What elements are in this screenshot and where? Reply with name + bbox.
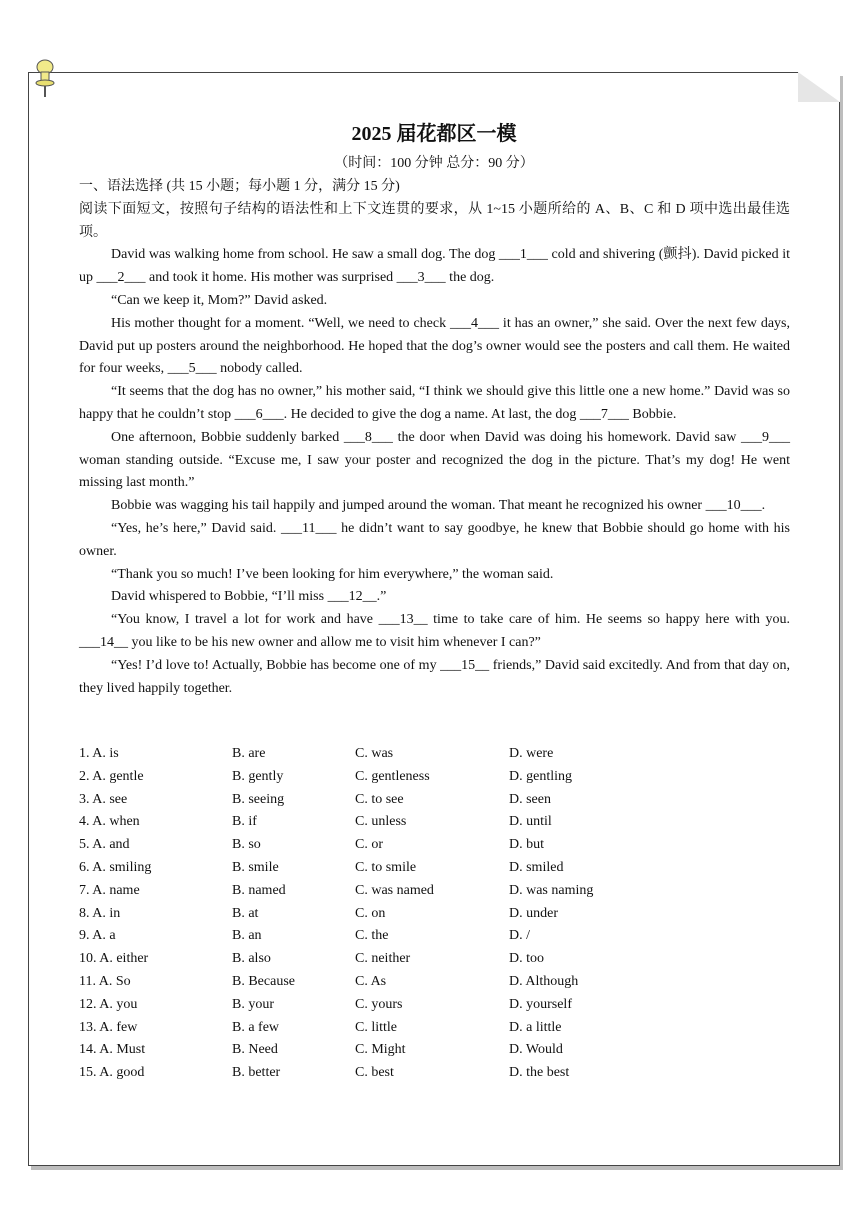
option-d: D. was naming <box>509 882 594 898</box>
option-a: 10. A. either <box>79 951 149 967</box>
option-b: B. at <box>232 905 259 921</box>
question-row <box>79 857 790 880</box>
option-b: B. Because <box>232 973 295 989</box>
option-b: B. your <box>232 996 274 1012</box>
option-d: D. seen <box>509 791 551 807</box>
question-row <box>79 903 790 926</box>
option-c: C. As <box>355 973 387 989</box>
page-curl-corner <box>798 72 840 102</box>
option-b: B. gently <box>232 768 284 784</box>
question-row <box>79 948 790 971</box>
option-c: C. to smile <box>355 859 417 875</box>
document-title: 2025 届花都区一模 <box>351 123 517 145</box>
option-a: 13. A. few <box>79 1019 138 1035</box>
option-c: C. neither <box>355 951 411 967</box>
passage-paragraph: “It seems that the dog has no owner,” his mother said, “I think we should give this little one a new home.” David was so happy that he couldn’t stop ___6___. He decided to give the dog a name. At last, the dog ___7___ Bobbie. <box>79 384 790 422</box>
option-d: D. but <box>509 837 544 853</box>
option-c: C. best <box>355 1065 394 1081</box>
option-a: 6. A. smiling <box>79 859 152 875</box>
passage-paragraph: His mother thought for a moment. “Well, we need to check ___4___ it has an owner,” she said. Over the next few days, David put up posters around the neighborhood. He hoped that the dog’s owner would see the posters and call them. He waited for four weeks, ___5___ nobody called. <box>79 315 790 377</box>
option-a: 3. A. see <box>79 791 128 807</box>
instructions: 阅读下面短文，按照句子结构的语法性和上下文连贯的要求，从 1~15 小题所给的 A、B、C 和 D 项中选出最佳选项。 <box>79 201 790 240</box>
question-row <box>79 971 790 994</box>
question-row <box>79 1039 790 1062</box>
passage-paragraph: “You know, I travel a lot for work and have ___13__ time to take care of him. He seems so happy here with you. ___14__ you like to be his new owner and allow me to visit him whenever I can?” <box>79 612 790 650</box>
option-b: B. named <box>232 882 286 898</box>
option-a: 1. A. is <box>79 746 119 761</box>
passage-paragraph: “Yes! I’d love to! Actually, Bobbie has become one of my ___15__ friends,” David said excitedly. And from that day on, they lived happily together. <box>79 657 790 696</box>
question-row <box>79 811 790 834</box>
option-d: D. gentling <box>509 768 572 784</box>
option-a: 5. A. and <box>79 837 130 853</box>
option-a: 8. A. in <box>79 905 121 921</box>
option-b: B. a few <box>232 1019 280 1035</box>
option-d: D. Would <box>509 1042 563 1058</box>
option-d: D. Although <box>509 973 579 989</box>
option-d: D. yourself <box>509 996 572 1012</box>
section-heading: 一、语法选择 (共 15 小题；每小题 1 分，满分 15 分) <box>79 179 400 194</box>
option-a: 15. A. good <box>79 1065 145 1081</box>
option-a: 9. A. a <box>79 928 116 944</box>
option-a: 12. A. you <box>79 996 138 1012</box>
option-d: D. the best <box>509 1065 570 1081</box>
option-d: D. / <box>509 928 530 944</box>
question-row <box>79 994 790 1017</box>
option-d: D. smiled <box>509 859 564 875</box>
option-c: C. gentleness <box>355 768 430 784</box>
question-row <box>79 743 790 766</box>
option-c: C. was named <box>355 882 434 898</box>
option-b: B. seeing <box>232 791 285 807</box>
question-row <box>79 1017 790 1040</box>
option-c: C. to see <box>355 791 404 807</box>
option-d: D. were <box>509 746 554 761</box>
option-c: C. the <box>355 928 389 944</box>
option-b: B. also <box>232 951 271 967</box>
passage-paragraph: “Yes, he’s here,” David said. ___11___ he didn’t want to say goodbye, he knew that Bobbie should go home with his owner. <box>79 520 790 559</box>
option-a: 14. A. Must <box>79 1042 146 1058</box>
option-b: B. if <box>232 814 257 830</box>
option-b: B. better <box>232 1065 281 1081</box>
option-c: C. unless <box>355 814 407 830</box>
option-d: D. too <box>509 951 544 967</box>
passage-section <box>79 176 790 700</box>
question-row <box>79 766 790 789</box>
option-b: B. are <box>232 746 266 761</box>
question-row <box>79 789 790 812</box>
option-c: C. Might <box>355 1042 406 1058</box>
options-list <box>79 743 790 1085</box>
option-a: 2. A. gentle <box>79 768 144 784</box>
passage-paragraph: Bobbie was wagging his tail happily and jumped around the woman. That meant he recognized his owner ___10___. <box>111 498 766 514</box>
pushpin-icon <box>34 58 56 98</box>
document-subtitle: （时间：100 分钟 总分：90 分） <box>334 156 534 171</box>
question-row <box>79 834 790 857</box>
option-c: C. was <box>355 746 394 761</box>
option-c: C. on <box>355 905 386 921</box>
question-row <box>79 1062 790 1085</box>
option-b: B. Need <box>232 1042 278 1058</box>
option-c: C. yours <box>355 996 403 1012</box>
passage-paragraph: One afternoon, Bobbie suddenly barked ___8___ the door when David was doing his homework. David saw ___9___ woman standing outside. “Excuse me, I saw your poster and recognized the dog in the picture. That’s my dog! He went missing last month.” <box>79 429 790 491</box>
option-b: B. so <box>232 837 261 853</box>
passage <box>79 244 790 700</box>
option-c: C. little <box>355 1019 397 1035</box>
option-d: D. until <box>509 814 552 830</box>
passage-paragraph: David whispered to Bobbie, “I’ll miss ___12__.” <box>111 589 387 605</box>
question-row <box>79 880 790 903</box>
option-a: 7. A. name <box>79 882 140 898</box>
option-d: D. under <box>509 905 558 921</box>
option-b: B. smile <box>232 859 279 875</box>
passage-paragraph: “Can we keep it, Mom?” David asked. <box>111 292 328 308</box>
passage-paragraph: David was walking home from school. He saw a small dog. The dog ___1___ cold and shivering (颤抖). David picked it up ___2___ and took it home. His mother was surprised ___3___ the dog. <box>79 247 790 286</box>
question-row <box>79 925 790 948</box>
option-a: 11. A. So <box>79 973 131 989</box>
passage-paragraph: “Thank you so much! I’ve been looking for him everywhere,” the woman said. <box>111 566 554 582</box>
option-d: D. a little <box>509 1019 562 1035</box>
option-b: B. an <box>232 928 262 944</box>
option-c: C. or <box>355 837 383 853</box>
option-a: 4. A. when <box>79 814 140 830</box>
